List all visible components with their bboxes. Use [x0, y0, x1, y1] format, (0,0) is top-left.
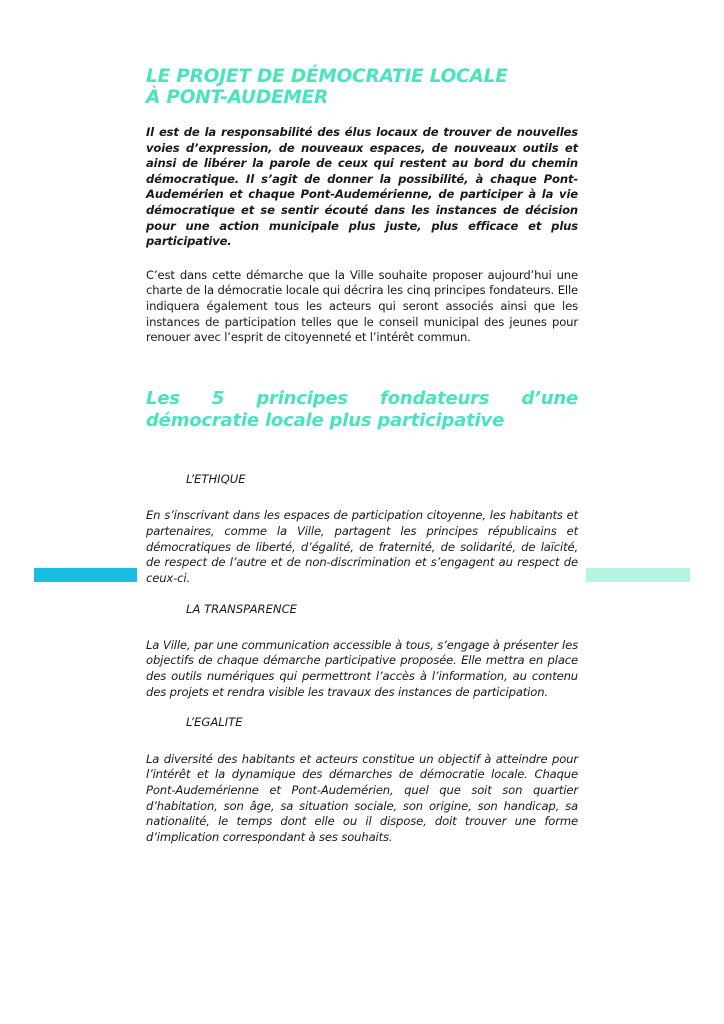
principle-heading-ethique: L’ETHIQUE: [186, 471, 246, 486]
principle-heading-egalite: L’EGALITE: [186, 715, 243, 730]
body-paragraph: C’est dans cette démarche que la Ville souhaite proposer aujourd’hui une charte de la démocratie locale qui décrira les cinq principes fondateurs. Elle indiquera également tous les acteurs qui seront associés ainsi que les instances de participation telles que le conseil municipal des jeunes pour renouer avec l’esprit de citoyenneté et l’intérêt commun.: [146, 267, 578, 345]
intro-paragraph: Il est de la responsabilité des élus locaux de trouver de nouvelles voies d’expression, de nouveaux espaces, de nouveaux outils et ainsi de libérer la parole de ceux qui restent au bord du chemin démocratique. Il s’agit de donner la possibilité, à chaque Pont-Audemérien et chaque Pont-Audemérienne, de participer à la vie démocratique et se sentir écouté dans les instances de décision pour une action municipale plus juste, plus efficace et plus participative.: [146, 125, 578, 249]
decorative-bar-left: [34, 568, 137, 582]
document-page: [146, 66, 578, 845]
principle-text-transparence: La Ville, par une communication accessible à tous, s’engage à présenter les objectifs de chaque démarche participative proposée. Elle mettra en place des outils numériques qui permettront l’accès à l’information, au contenu des projets et rendra visible les travaux des instances de participation.: [146, 637, 578, 699]
page-title: [146, 66, 578, 108]
decorative-bar-right: [586, 568, 690, 582]
principle-text-ethique: En s’inscrivant dans les espaces de participation citoyenne, les habitants et partenaires, comme la Ville, partagent les principes républicains et démocratiques de liberté, d’égalité, de fraternité, de solidarité, de laïcité, de respect de l’autre et de non-discrimination et s’engagent au respect de ceux-ci.: [146, 508, 578, 585]
section-title: Les 5 principes fondateurs d’une démocratie locale plus participative: [146, 387, 578, 431]
principle-heading-transparence: LA TRANSPARENCE: [186, 602, 297, 617]
page-title-line-1: LE PROJET DE DÉMOCRATIE LOCALE: [146, 66, 508, 87]
page-title-line-2: À PONT-AUDEMER: [146, 87, 329, 108]
principle-text-egalite: La diversité des habitants et acteurs constitue un objectif à atteindre pour l’intérêt et la dynamique des démarches de démocratie locale. Chaque Pont-Audemérienne et Pont-Audemérien, quel que soit son quartier d’habitation, son âge, sa situation sociale, son origine, son handicap, sa nationalité, le temps dont elle ou il dispose, doit trouver une forme d’implication correspondant à ses souhaits.: [146, 751, 578, 844]
